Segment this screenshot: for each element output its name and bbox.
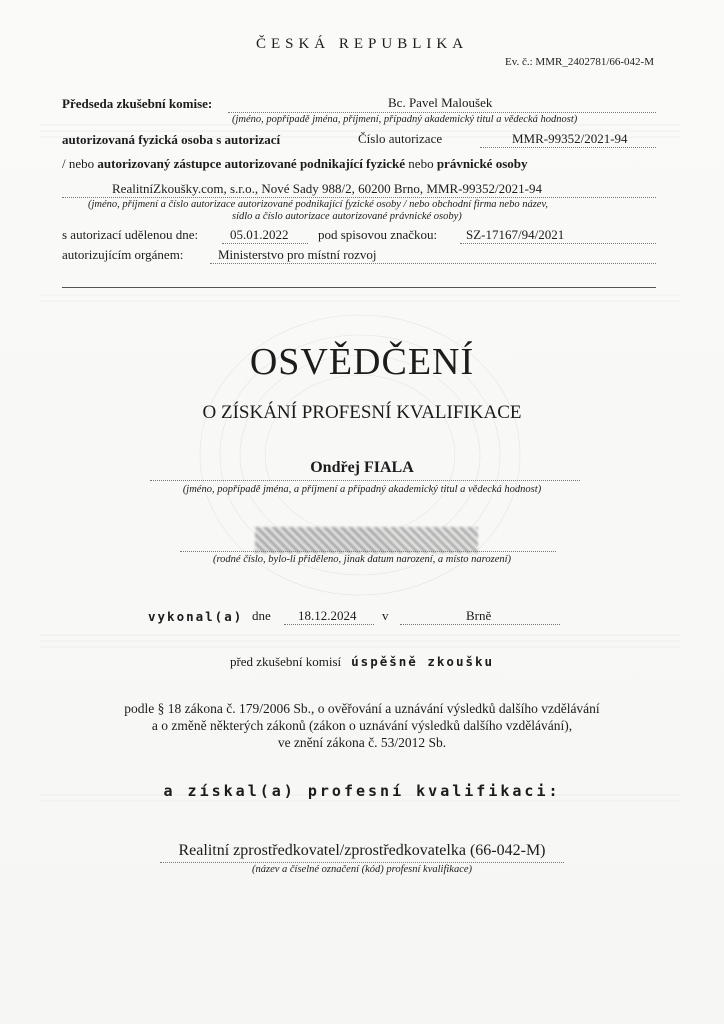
representative-bold-1: autorizovaný zástupce autorizované podnikající fyzické [97, 156, 406, 171]
birth-note: (rodné číslo, bylo-li přiděleno, jinak datum narození, a místo narození) [212, 554, 512, 565]
qualification-name: Realitní zprostředkovatel/zprostředkovatelka (66-042-M) [178, 842, 546, 859]
evidence-number: Ev. č.: MMR_2402781/66-042-M [504, 56, 654, 68]
representative-line [62, 156, 527, 172]
qualification-line [160, 862, 564, 863]
law-line-1: podle § 18 zákona č. 179/2006 Sb., o ověřování a uznávání výsledků dalšího vzdělávání [124, 701, 600, 716]
granted-date-line [222, 243, 308, 244]
chair-name-line [228, 112, 656, 113]
representative-prefix: / nebo [62, 156, 95, 171]
granted-date: 05.01.2022 [230, 227, 289, 242]
birth-line [180, 551, 556, 552]
exam-date: 18.12.2024 [298, 608, 357, 623]
chair-label: Předseda zkušební komise: [62, 96, 213, 111]
success-text: úspěšně zkoušku [351, 654, 495, 669]
representative-mid: nebo [408, 156, 434, 171]
authorization-number: MMR-99352/2021-94 [512, 131, 628, 146]
authority-line [210, 263, 656, 264]
holder-note: (jméno, popřípadě jména, a příjmení a případný akademický titul a vědecká hodnost) [182, 484, 542, 495]
header-divider [62, 287, 656, 288]
granted-label: s autorizací udělenou dne: [62, 227, 199, 242]
holder-name-line [150, 480, 580, 481]
company-details: RealitníZkoušky.com, s.r.o., Nové Sady 988/2, 60200 Brno, MMR-99352/2021-94 [112, 181, 542, 196]
holder-name: Ondřej FIALA [310, 459, 414, 476]
certificate-subtitle: O ZÍSKÁNÍ PROFESNÍ KVALIFIKACE [202, 402, 522, 423]
exam-place-label: v [382, 608, 389, 623]
exam-date-line [284, 624, 374, 625]
exam-place: Brně [466, 608, 492, 623]
before-commission-text: před zkušební komisí [229, 654, 342, 669]
company-line [62, 197, 656, 198]
law-line-3: ve znění zákona č. 53/2012 Sb. [277, 735, 447, 750]
company-note-1: (jméno, příjmení a číslo autorizace autorizované podnikající fyzické osoby / nebo obchodní firma nebo název, [88, 199, 548, 210]
file-number-label: pod spisovou značkou: [318, 227, 438, 242]
chair-note: (jméno, popřípadě jména, příjmení, případný akademický titul a vědecká hodnost) [232, 114, 578, 125]
authorization-number-line [480, 147, 656, 148]
certificate-title: OSVĚDČENÍ [249, 341, 475, 383]
authorized-person-label: autorizovaná fyzická osoba s autorizací [62, 132, 281, 147]
file-number: SZ-17167/94/2021 [466, 227, 565, 242]
representative-bold-2: právnické osoby [436, 156, 528, 171]
redacted-birth-number [255, 527, 478, 553]
chair-name: Bc. Pavel Maloušek [388, 95, 493, 110]
company-note-2: sídlo a číslo autorizace autorizované právnické osoby) [232, 211, 462, 222]
exam-place-line [400, 624, 560, 625]
file-number-line [460, 243, 656, 244]
security-background-pattern [40, 35, 680, 965]
authority-name: Ministerstvo pro místní rozvoj [218, 247, 377, 262]
performed-label: vykonal(a) [148, 609, 244, 624]
authorization-number-label: Číslo autorizace [358, 131, 443, 146]
obtained-qualification-label: a získal(a) profesní kvalifikaci: [163, 782, 561, 800]
exam-date-label: dne [252, 608, 271, 623]
country-heading: ČESKÁ REPUBLIKA [255, 36, 469, 52]
authority-label: autorizujícím orgánem: [62, 247, 184, 262]
qualification-note: (název a číselné označení (kód) profesní kvalifikace) [251, 864, 473, 875]
exam-result-line [0, 653, 724, 671]
law-line-2: a o změně některých zákonů (zákon o uznávání výsledků dalšího vzdělávání), [151, 718, 573, 733]
